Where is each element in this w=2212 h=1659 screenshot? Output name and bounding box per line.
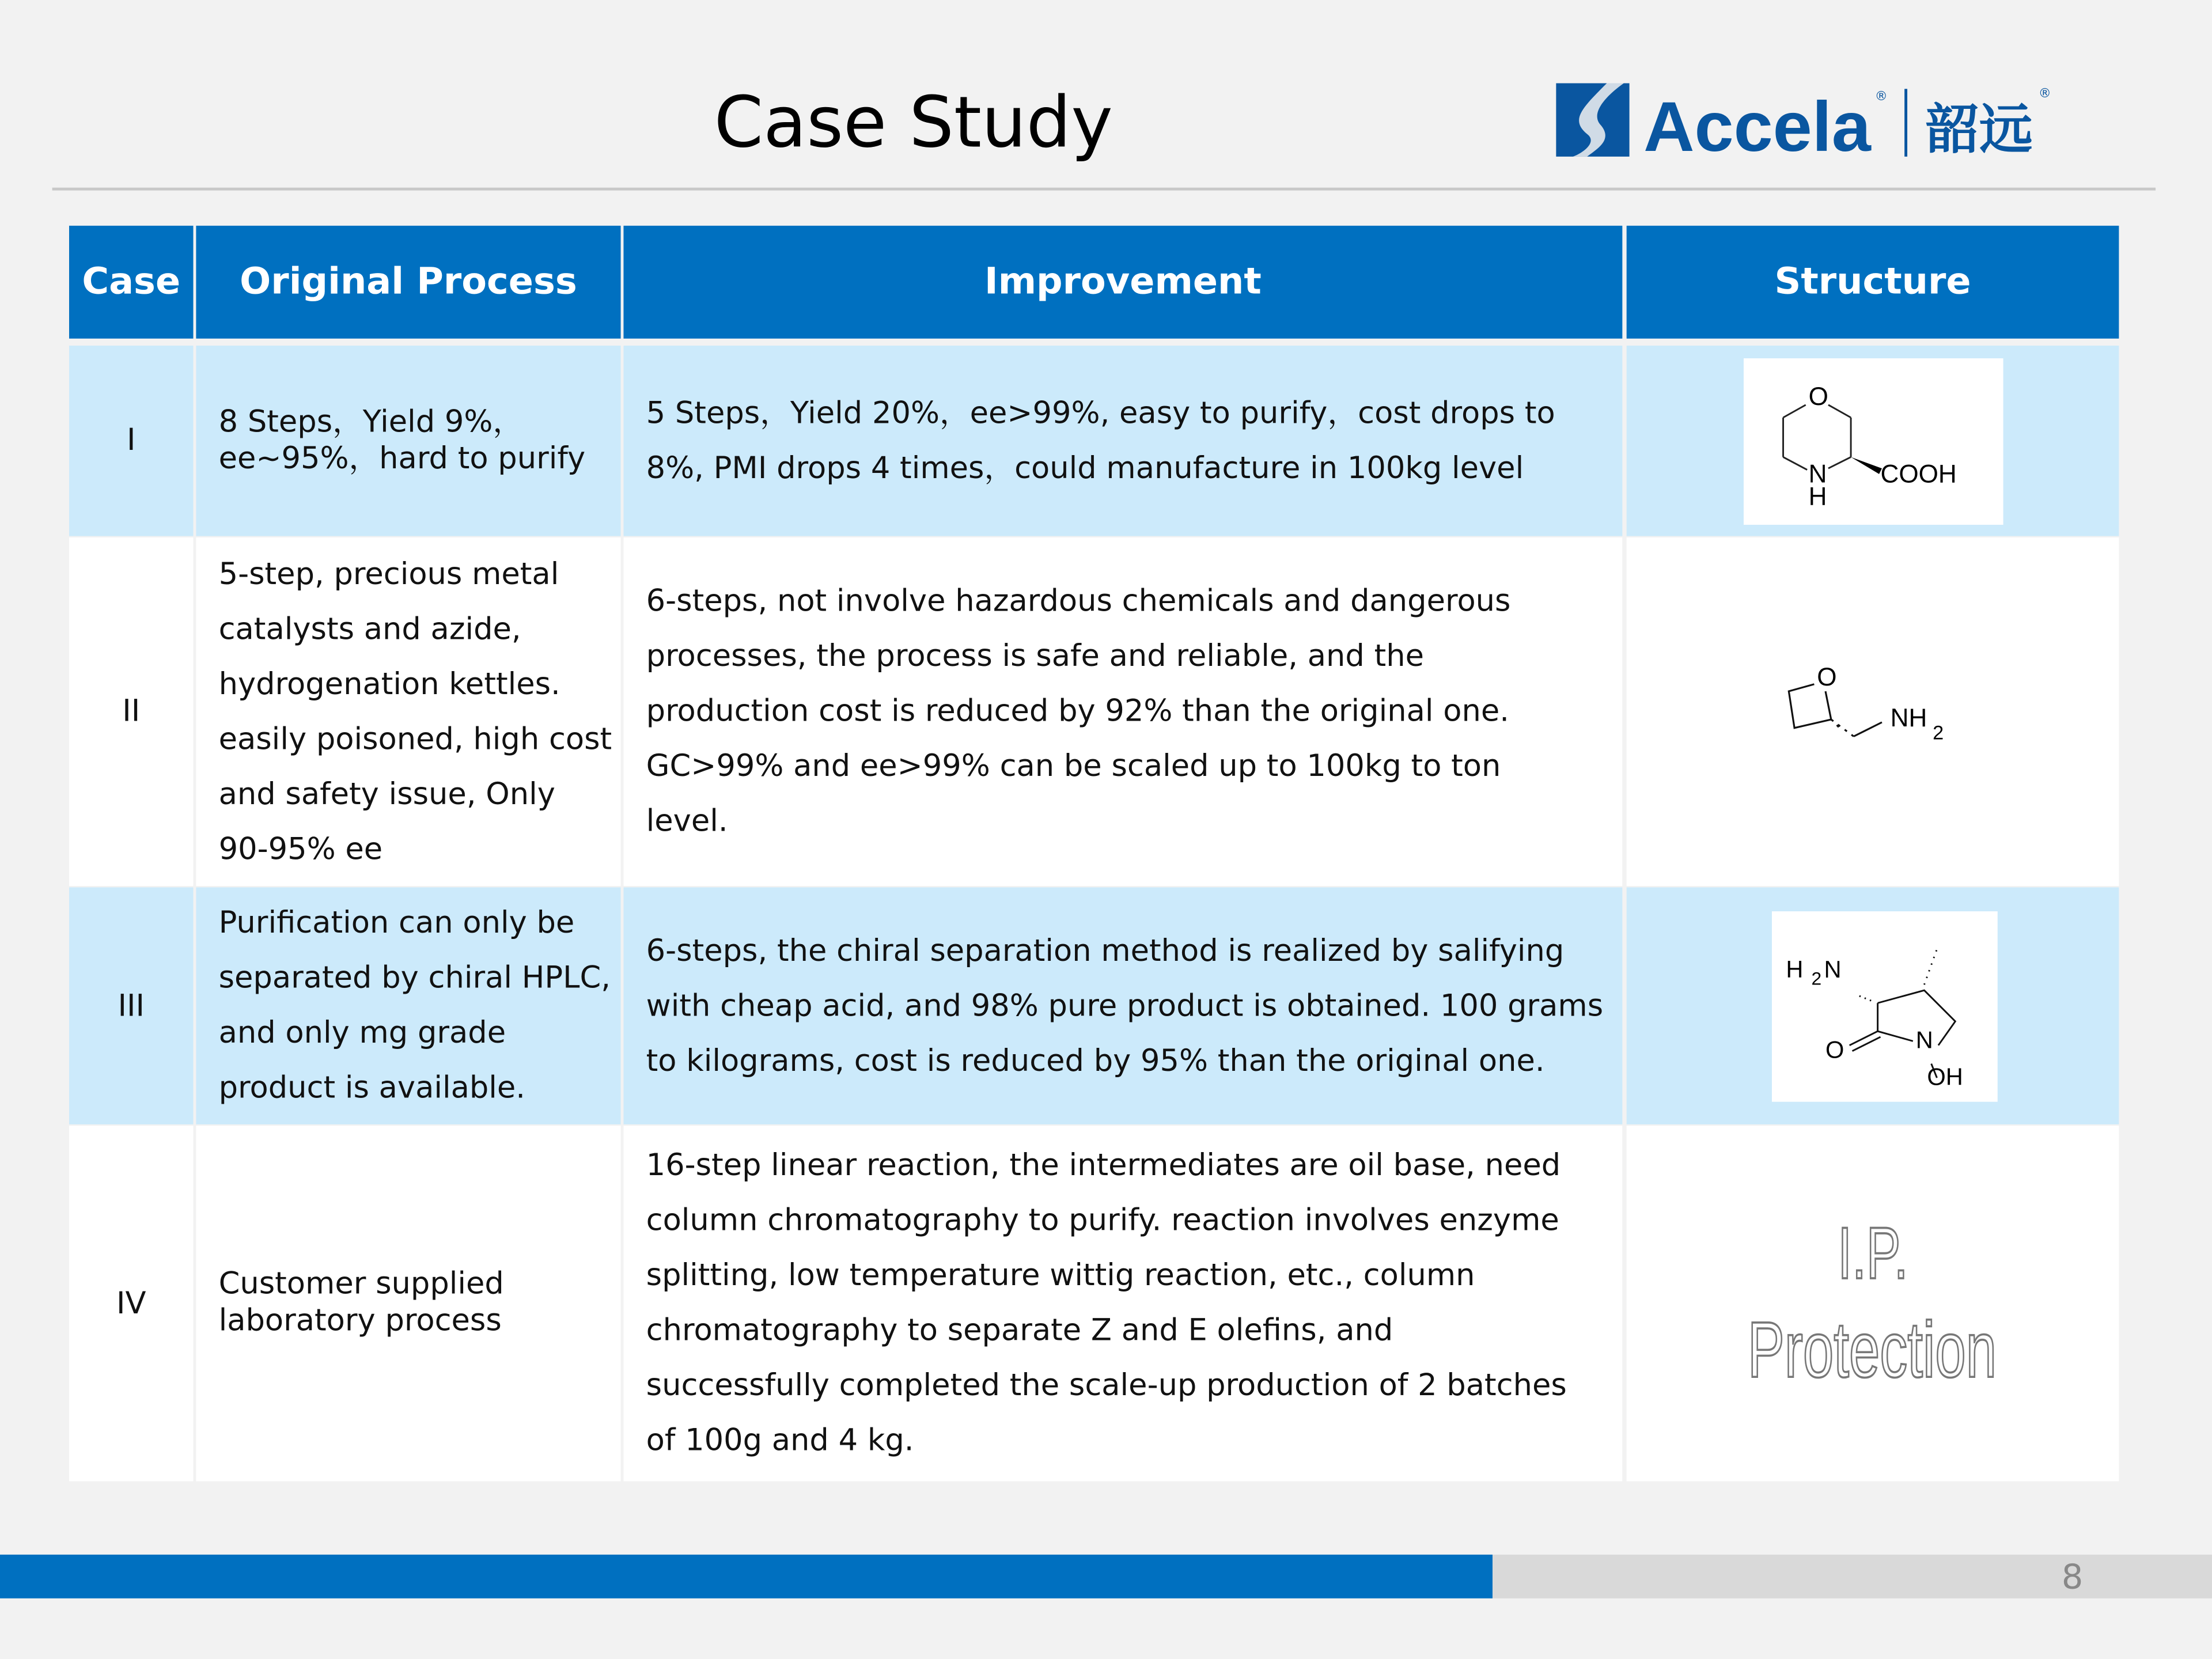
svg-text:®: ® <box>2038 86 2051 101</box>
svg-text:韶远: 韶远 <box>1925 99 2033 161</box>
morpholine-carboxylic-acid-structure <box>1743 358 2003 524</box>
svg-text:Accela: Accela <box>1643 87 1871 162</box>
protection-label: Protection <box>1748 1305 1998 1394</box>
original-process: Purification can only be separated by chiral HPLC, and only mg grade product is available. <box>196 887 620 1124</box>
accela-logo <box>1556 81 2064 162</box>
svg-text:H: H <box>1785 955 1803 982</box>
improvement: 6-steps, not involve hazardous chemicals and dangerous processes, the process is safe and reliable, and the production cost is reduced by 92% than the original one. GC>99% and ee>99% can be scaled up to 100kg to ton level. <box>623 537 1622 886</box>
svg-text:H: H <box>1808 482 1827 510</box>
aminopyrrolidinone-structure <box>1771 911 1997 1101</box>
svg-text:2: 2 <box>1810 967 1821 988</box>
svg-text:O: O <box>1808 381 1828 410</box>
svg-text:N: N <box>1915 1025 1933 1053</box>
svg-text:O: O <box>1824 1035 1844 1063</box>
page-number: 8 <box>2061 1557 2084 1597</box>
svg-text:N: N <box>1808 459 1827 488</box>
improvement: 16-step linear reaction, the intermediates are oil base, need column chromatography to purify. reaction involves enzyme splitting, low temperature wittig reaction, etc., column chromatography to separate Z and E olefins, and successfully completed the scale-up production of 2 batches of 100g and 4 kg. <box>623 1126 1622 1481</box>
case-id: II <box>69 537 194 886</box>
original-process: Customer supplied laboratory process <box>196 1126 620 1481</box>
original-process: 8 Steps，Yield 9%， ee~95%，hard to purify <box>196 346 620 536</box>
improvement: 5 Steps，Yield 20%，ee>99%, easy to purify，cost drops to 8%, PMI drops 4 times，could manufacture in 100kg level <box>623 346 1622 536</box>
header-original-process: Original Process <box>196 226 620 339</box>
structure-cell <box>1627 537 2119 886</box>
svg-text:NH: NH <box>1889 703 1927 732</box>
structure-cell <box>1627 346 2119 536</box>
title-divider <box>52 188 2156 191</box>
case-id: I <box>69 346 194 536</box>
structure-cell <box>1627 887 2119 1124</box>
svg-text:2: 2 <box>1931 721 1943 744</box>
page-title: Case Study <box>714 82 1113 164</box>
svg-text:O: O <box>1816 662 1836 691</box>
case-id: III <box>69 887 194 1124</box>
header-case: Case <box>69 226 194 339</box>
improvement: 6-steps, the chiral separation method is realized by salifying with cheap acid, and 98% pure product is obtained. 100 grams to kilograms, cost is reduced by 95% than the original one. <box>623 887 1622 1124</box>
case-id: IV <box>69 1126 194 1481</box>
header-improvement: Improvement <box>623 226 1622 339</box>
svg-text:OH: OH <box>1926 1062 1963 1090</box>
footer-bar-gray <box>1493 1555 2212 1599</box>
oxetane-amine-structure <box>1774 662 1972 761</box>
svg-text:N: N <box>1823 955 1841 982</box>
original-process: 5-step, precious metal catalysts and azide, hydrogenation kettles. easily poisoned, high cost and safety issue, Only 90-95% ee <box>196 537 620 886</box>
svg-text:®: ® <box>1874 89 1888 104</box>
ip-label: I.P. <box>1837 1213 1908 1296</box>
ip-protection-notice <box>1627 1126 2119 1481</box>
svg-text:COOH: COOH <box>1880 459 1956 488</box>
header-structure: Structure <box>1627 226 2119 339</box>
footer-bar <box>0 1555 1493 1599</box>
